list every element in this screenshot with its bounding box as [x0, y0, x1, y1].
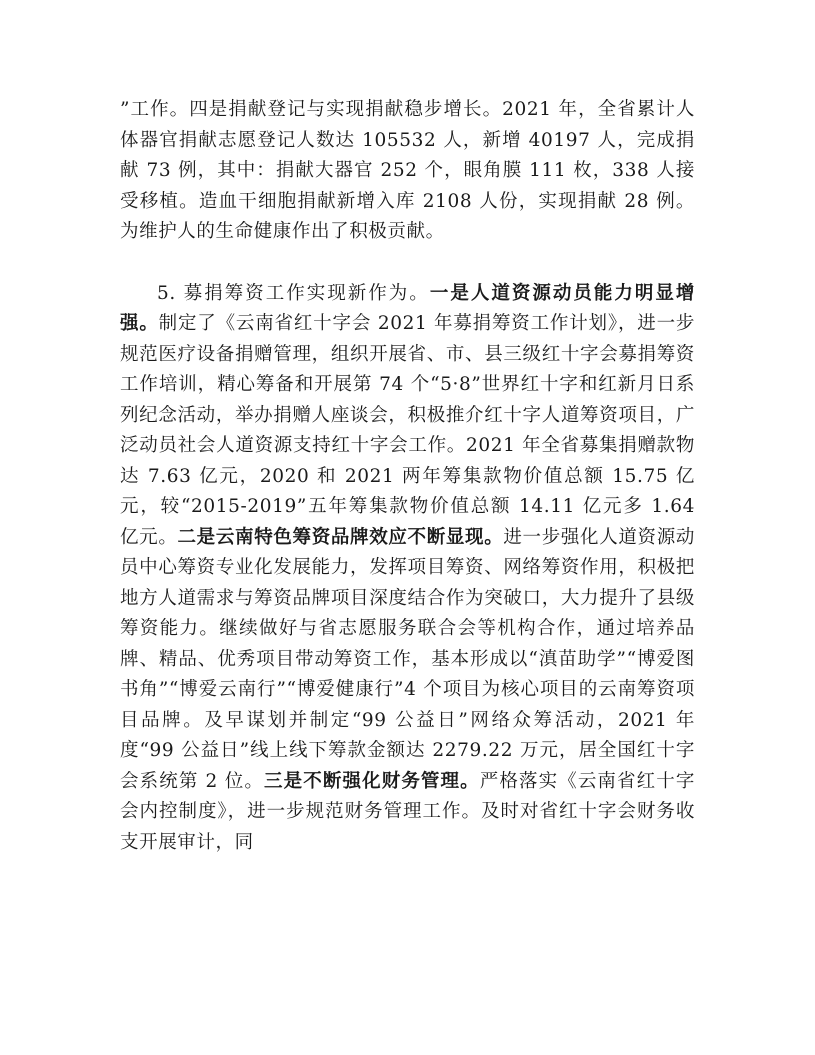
- paragraph-fundraising: [120, 279, 695, 859]
- section-lead: 5. 募捐筹资工作实现新作为。: [157, 282, 430, 304]
- bold-heading-3: 三是不断强化财务管理。: [264, 770, 480, 792]
- paragraph-2-text-1: 制定了《云南省红十字会 2021 年募捐筹资工作计划》，进一步规范医疗设备捐赠管理，组织开展省、市、县三级红十字会募捐筹资工作培训，精心筹备和开展第 74 个“5·8”世界红十字和红新月日系列纪念活动，举办捐赠人座谈会，积极推介红十字人道筹资项目，广泛动员社会人道资源支持红十字会工作。2021 年全省募集捐赠款物达 7.63 亿元，2020 和 2021 两年筹集款物价值总额 15.75 亿元，较“2015-2019”五年筹集款物价值总额 14.11 亿元多 1.64 亿元。: [120, 313, 695, 548]
- bold-heading-2: 二是云南特色筹资品牌效应不断显现。: [177, 526, 504, 548]
- paragraph-1-text: ”工作。四是捐献登记与实现捐献稳步增长。2021 年，全省累计人体器官捐献志愿登记人数达 105532 人，新增 40197 人，完成捐献 73 例，其中：捐献大器官 252 个，眼角膜 111 枚，338 人接受移植。造血干细胞捐献新增入库 2108 人份，实现捐献 28 例。为维护人的生命健康作出了积极贡献。: [120, 99, 695, 242]
- paragraph-2-text-3: 严格落实《云南省红十字会内控制度》，进一步规范财务管理工作。及时对省红十字会财务收支开展审计，同: [120, 770, 695, 853]
- document-body: [120, 95, 695, 858]
- bold-heading-1: 一是人道资源动员能力明显增强。: [120, 282, 695, 334]
- paragraph-organ-donation: [120, 95, 695, 248]
- paragraph-2-text-2: 进一步强化人道资源动员中心筹资专业化发展能力，发挥项目筹资、网络筹资作用，积极把地方人道需求与筹资品牌项目深度结合作为突破口，大力提升了县级筹资能力。继续做好与省志愿服务联合会等机构合作，通过培养品牌、精品、优秀项目带动筹资工作，基本形成以“滇苗助学”“博爱图书角”“博爱云南行”“博爱健康行”4 个项目为核心项目的云南筹资项目品牌。及早谋划并制定“99 公益日”网络众筹活动，2021 年度“99 公益日”线上线下筹款金额达 2279.22 万元，居全国红十字会系统第 2 位。: [120, 526, 695, 792]
